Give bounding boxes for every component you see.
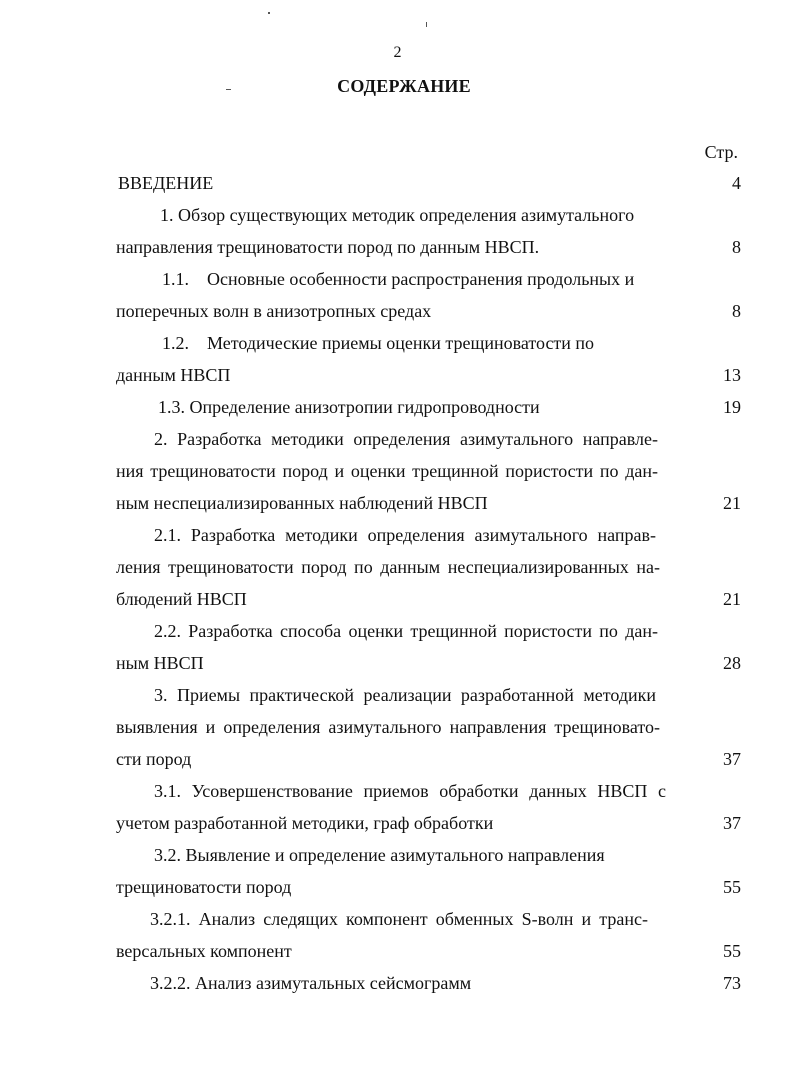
toc-line: ВВЕДЕНИЕ: [118, 173, 214, 193]
toc-page-number: 28: [723, 653, 741, 673]
toc-line: ным неспециализированных наблюдений НВСП: [116, 493, 488, 513]
toc-page-number: 21: [723, 589, 741, 609]
toc-line: учетом разработанной методики, граф обработки: [116, 813, 494, 833]
toc-line: версальных компонент: [116, 941, 292, 961]
toc-page-number: 13: [723, 365, 741, 385]
toc-line: 1.2. Методические приемы оценки трещиноватости по: [162, 333, 595, 353]
toc-line: 2.1. Разработка методики определения азимутального направ-: [154, 525, 656, 545]
toc-page-number: 4: [732, 173, 741, 193]
scan-speck: [426, 22, 427, 27]
toc-line: поперечных волн в анизотропных средах: [116, 301, 432, 321]
toc-line: ния трещиноватости пород и оценки трещинной пористости по дан-: [116, 461, 658, 481]
toc-line: блюдений НВСП: [116, 589, 247, 609]
toc-page-number: 21: [723, 493, 741, 513]
toc-line: 3. Приемы практической реализации разработанной методики: [154, 685, 656, 705]
toc-page-number: 8: [732, 301, 741, 321]
toc-line: 1.3. Определение анизотропии гидропроводности: [158, 397, 540, 417]
toc-line: 3.2. Выявление и определение азимутального направления: [154, 845, 605, 865]
toc-line: 3.2.2. Анализ азимутальных сейсмограмм: [150, 973, 472, 993]
toc-line: направления трещиноватости пород по данным НВСП.: [116, 237, 540, 257]
page-title: СОДЕРЖАНИЕ: [337, 76, 471, 96]
toc-line: 2. Разработка методики определения азимутального направле-: [154, 429, 658, 449]
toc-line: 1.1. Основные особенности распространения продольных и: [162, 269, 635, 289]
toc-line: выявления и определения азимутального направления трещиновато-: [116, 717, 660, 737]
toc-line: ным НВСП: [116, 653, 204, 673]
toc-page-number: 55: [723, 941, 741, 961]
toc-line: 2.2. Разработка способа оценки трещинной пористости по дан-: [154, 621, 658, 641]
toc-line: ления трещиноватости пород по данным неспециализированных на-: [116, 557, 660, 577]
toc-line: сти пород: [116, 749, 192, 769]
toc-line: трещиноватости пород: [116, 877, 292, 897]
toc-line: 3.2.1. Анализ следящих компонент обменных S-волн и транс-: [150, 909, 648, 929]
toc-line: 1. Обзор существующих методик определения азимутального: [160, 205, 635, 225]
toc-page-number: 19: [723, 397, 741, 417]
toc-page-number: 37: [723, 813, 741, 833]
toc-line: 3.1. Усовершенствование приемов обработки данных НВСП с: [154, 781, 666, 801]
toc-page-number: 73: [723, 973, 741, 993]
toc-line: данным НВСП: [116, 365, 231, 385]
page-number: 2: [393, 44, 402, 61]
page-column-header: Стр.: [704, 142, 738, 162]
toc-page-number: 55: [723, 877, 741, 897]
scan-speck: [268, 12, 270, 14]
toc-page-number: 37: [723, 749, 741, 769]
toc-page-number: 8: [732, 237, 741, 257]
